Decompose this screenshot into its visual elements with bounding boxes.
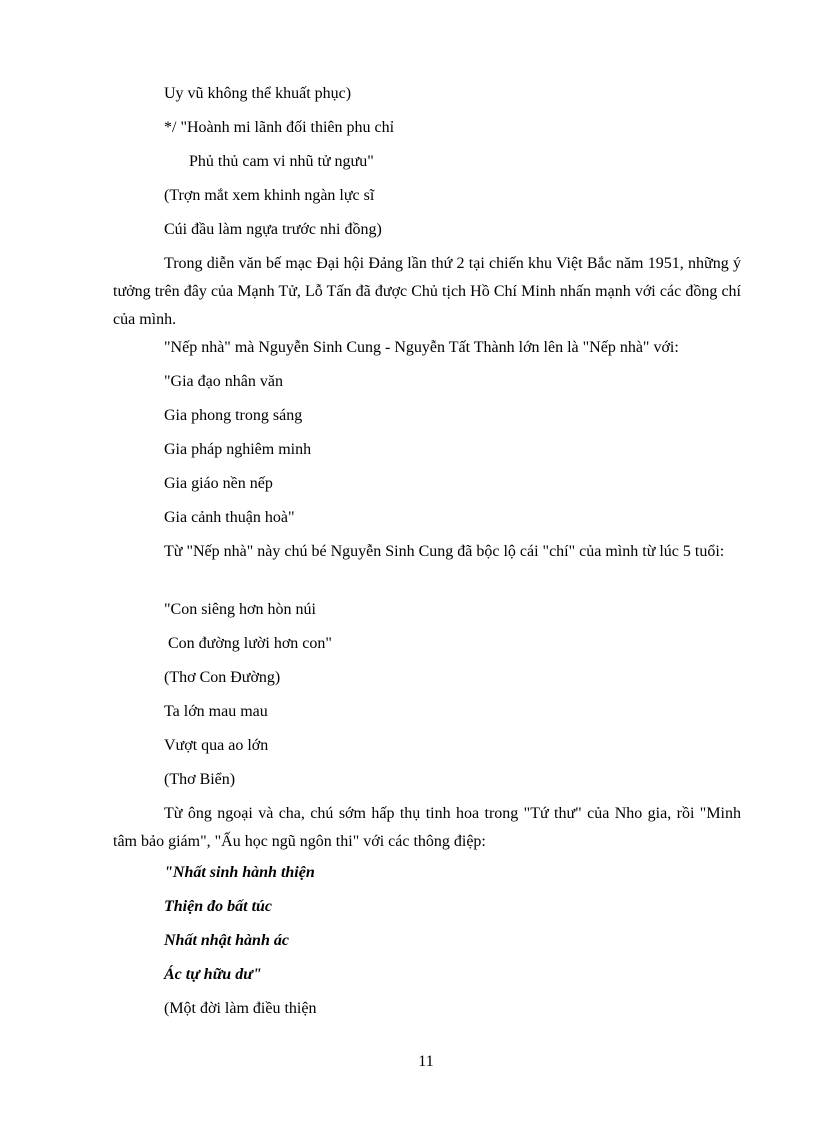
text-line: "Nhất sinh hành thiện xyxy=(164,864,315,881)
text-line: Cúi đầu làm ngựa trước nhi đồng) xyxy=(164,221,382,238)
text-line: (Một đời làm điều thiện xyxy=(164,1000,317,1017)
text-line: "Gia đạo nhân văn xyxy=(164,373,283,390)
paragraph: Trong diễn văn bế mạc Đại hội Đảng lần thứ 2 tại chiến khu Việt Bắc năm 1951, những ý tưởng trên đây của Mạnh Tử, Lỗ Tấn đã được Chủ tịch Hồ Chí Minh nhấn mạnh với các đồng chí của mình. xyxy=(113,255,741,328)
text-line: Con đường lười hơn con" xyxy=(168,635,332,652)
text-line: Uy vũ không thể khuất phục) xyxy=(164,85,352,102)
text-line: Gia pháp nghiêm minh xyxy=(164,441,312,458)
text-line: (Trợn mắt xem khinh ngàn lực sĩ xyxy=(164,187,375,204)
text-line: Gia cảnh thuận hoà" xyxy=(164,509,295,526)
page-number: 11 xyxy=(418,1053,434,1070)
text-line: */ "Hoành mi lãnh đối thiên phu chỉ xyxy=(164,119,395,136)
text-line: Vượt qua ao lớn xyxy=(164,737,269,754)
text-line: (Thơ Biển) xyxy=(164,771,236,788)
text-line: Nhất nhật hành ác xyxy=(164,932,289,949)
text-line: Ta lớn mau mau xyxy=(164,703,268,720)
text-line: "Nếp nhà" mà Nguyễn Sinh Cung - Nguyễn Tất Thành lớn lên là "Nếp nhà" với: xyxy=(164,339,679,356)
text-line: Thiện đo bất túc xyxy=(164,898,273,915)
text-line: (Thơ Con Đường) xyxy=(164,669,281,686)
text-line: Gia phong trong sáng xyxy=(164,407,303,424)
text-line: "Con siêng hơn hòn núi xyxy=(164,601,316,618)
text-line: Gia giáo nền nếp xyxy=(164,475,273,492)
text-line: Ác tự hữu dư" xyxy=(164,966,262,983)
paragraph: Từ "Nếp nhà" này chú bé Nguyễn Sinh Cung đã bộc lộ cái "chí" của mình từ lúc 5 tuổi: xyxy=(164,543,725,560)
text-line: Phủ thủ cam vi nhũ tử ngưu" xyxy=(189,153,374,170)
paragraph: Từ ông ngoại và cha, chú sớm hấp thụ tinh hoa trong "Tứ thư" của Nho gia, rồi "Minh tâm bảo giám", "Ấu học ngũ ngôn thi" với các thông điệp: xyxy=(113,805,741,850)
